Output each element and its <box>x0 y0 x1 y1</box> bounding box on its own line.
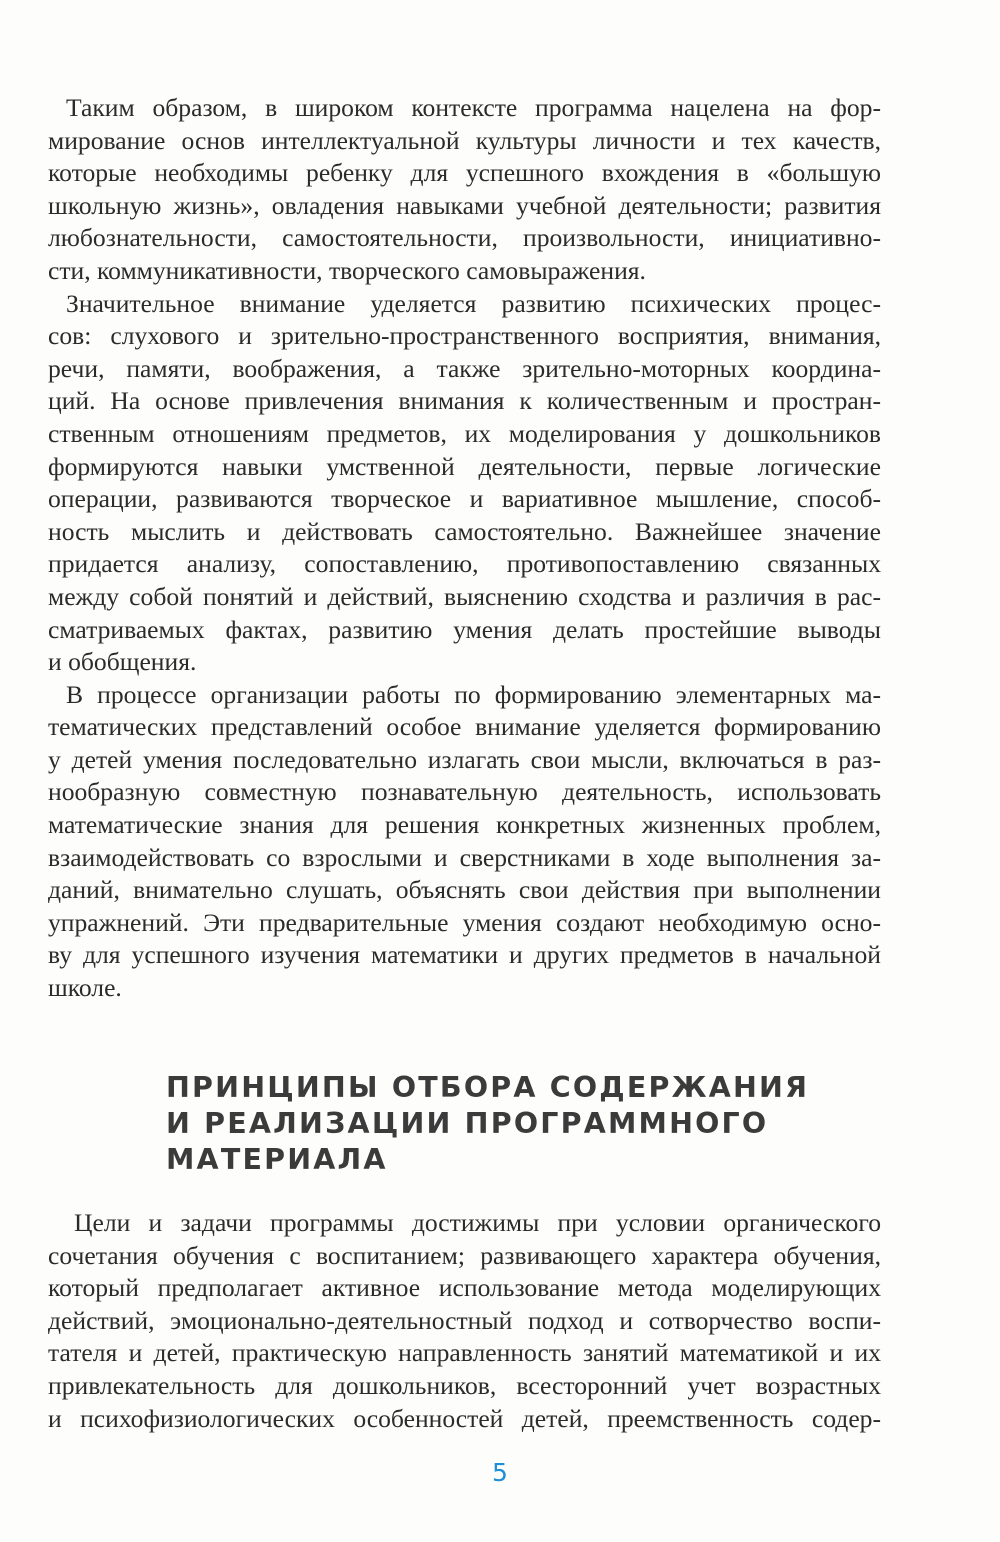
paragraph-1-line: школьную жизнь», овладения навыками учебной деятельности; развития <box>48 190 881 220</box>
paragraph-2-line: Значительное внимание уделяется развитию психических процес- <box>66 288 881 318</box>
paragraph-3-line: школе. <box>48 973 122 1003</box>
paragraph-1-line: мирование основ интеллектуальной культуры личности и тех качеств, <box>48 125 881 155</box>
paragraph-2-line: ственным отношениям предметов, их моделирования у дошкольников <box>48 418 881 448</box>
paragraph-2-line: ность мыслить и действовать самостоятельно. Важнейшее значение <box>48 516 881 546</box>
paragraph-2-line: формируются навыки умственной деятельности, первые логические <box>48 451 881 481</box>
paragraph-1-line: любознательности, самостоятельности, произвольности, инициативно- <box>48 223 881 253</box>
page-number: 5 <box>492 1458 508 1487</box>
paragraph-1-line: которые необходимы ребенку для успешного вхождения в «большую <box>48 158 881 188</box>
section-paragraph-line: сочетания обучения с воспитанием; развивающего характера обучения, <box>48 1240 881 1270</box>
section-paragraph-line: Цели и задачи программы достижимы при условии органического <box>74 1208 881 1237</box>
section-paragraph-line: который предполагает активное использование метода моделирующих <box>48 1273 881 1303</box>
section-paragraph-line: и психофизиологических особенностей детей, преемственность содер- <box>48 1403 881 1433</box>
intro-text-block <box>48 92 881 1005</box>
section-paragraph-line: тателя и детей, практическую направленность занятий математикой и их <box>48 1338 881 1368</box>
paragraph-1-line: сти, коммуникативности, творческого самовыражения. <box>48 255 646 285</box>
paragraph-3-line: даний, внимательно слушать, объяснять свои действия при выполнении <box>48 875 881 905</box>
paragraph-3-line: нообразную совместную познавательную деятельность, использовать <box>48 777 881 807</box>
paragraph-3-line: у детей умения последовательно излагать свои мысли, включаться в раз- <box>48 744 881 774</box>
paragraph-2-line: речи, памяти, воображения, а также зрительно-моторных координа- <box>48 353 881 383</box>
section-paragraph-line: действий, эмоционально-деятельностный подход и сотворчество воспи- <box>48 1305 881 1335</box>
section-text-block <box>48 1207 881 1435</box>
paragraph-3-line: математические знания для решения конкретных жизненных проблем, <box>48 810 881 840</box>
paragraph-2-line: ций. На основе привлечения внимания к количественным и простран- <box>48 386 881 416</box>
paragraph-2-line: придается анализу, сопоставлению, противопоставлению связанных <box>48 549 881 579</box>
paragraph-2-line: операции, развиваются творческое и вариативное мышление, способ- <box>48 484 881 514</box>
paragraph-3-line: В процессе организации работы по формированию элементарных ма- <box>66 679 881 709</box>
section-paragraph-line: привлекательность для дошкольников, всесторонний учет возрастных <box>48 1370 881 1400</box>
section-heading <box>166 1070 866 1178</box>
paragraph-3-line: ву для успешного изучения математики и других предметов в начальной <box>48 940 881 970</box>
section-heading-line: И РЕАЛИЗАЦИИ ПРОГРАММНОГО <box>166 1107 769 1140</box>
paragraph-3-line: упражнений. Эти предварительные умения создают необходимую осно- <box>48 907 881 937</box>
paragraph-3-line: взаимодействовать со взрослыми и сверстниками в ходе выполнения за- <box>48 842 881 872</box>
section-heading-line: МАТЕРИАЛА <box>166 1143 388 1176</box>
paragraph-2-line: и обобщения. <box>48 647 197 677</box>
paragraph-1-line: Таким образом, в широком контексте программа нацелена на фор- <box>66 93 881 122</box>
section-heading-line: ПРИНЦИПЫ ОТБОРА СОДЕРЖАНИЯ <box>166 1071 810 1104</box>
paragraph-2-line: между собой понятий и действий, выяснению сходства и различия в рас- <box>48 581 881 611</box>
paragraph-2-line: сматриваемых фактах, развитию умения делать простейшие выводы <box>48 614 881 644</box>
paragraph-3-line: тематических представлений особое внимание уделяется формированию <box>48 712 881 742</box>
paragraph-2-line: сов: слухового и зрительно-пространственного восприятия, внимания, <box>48 321 881 351</box>
